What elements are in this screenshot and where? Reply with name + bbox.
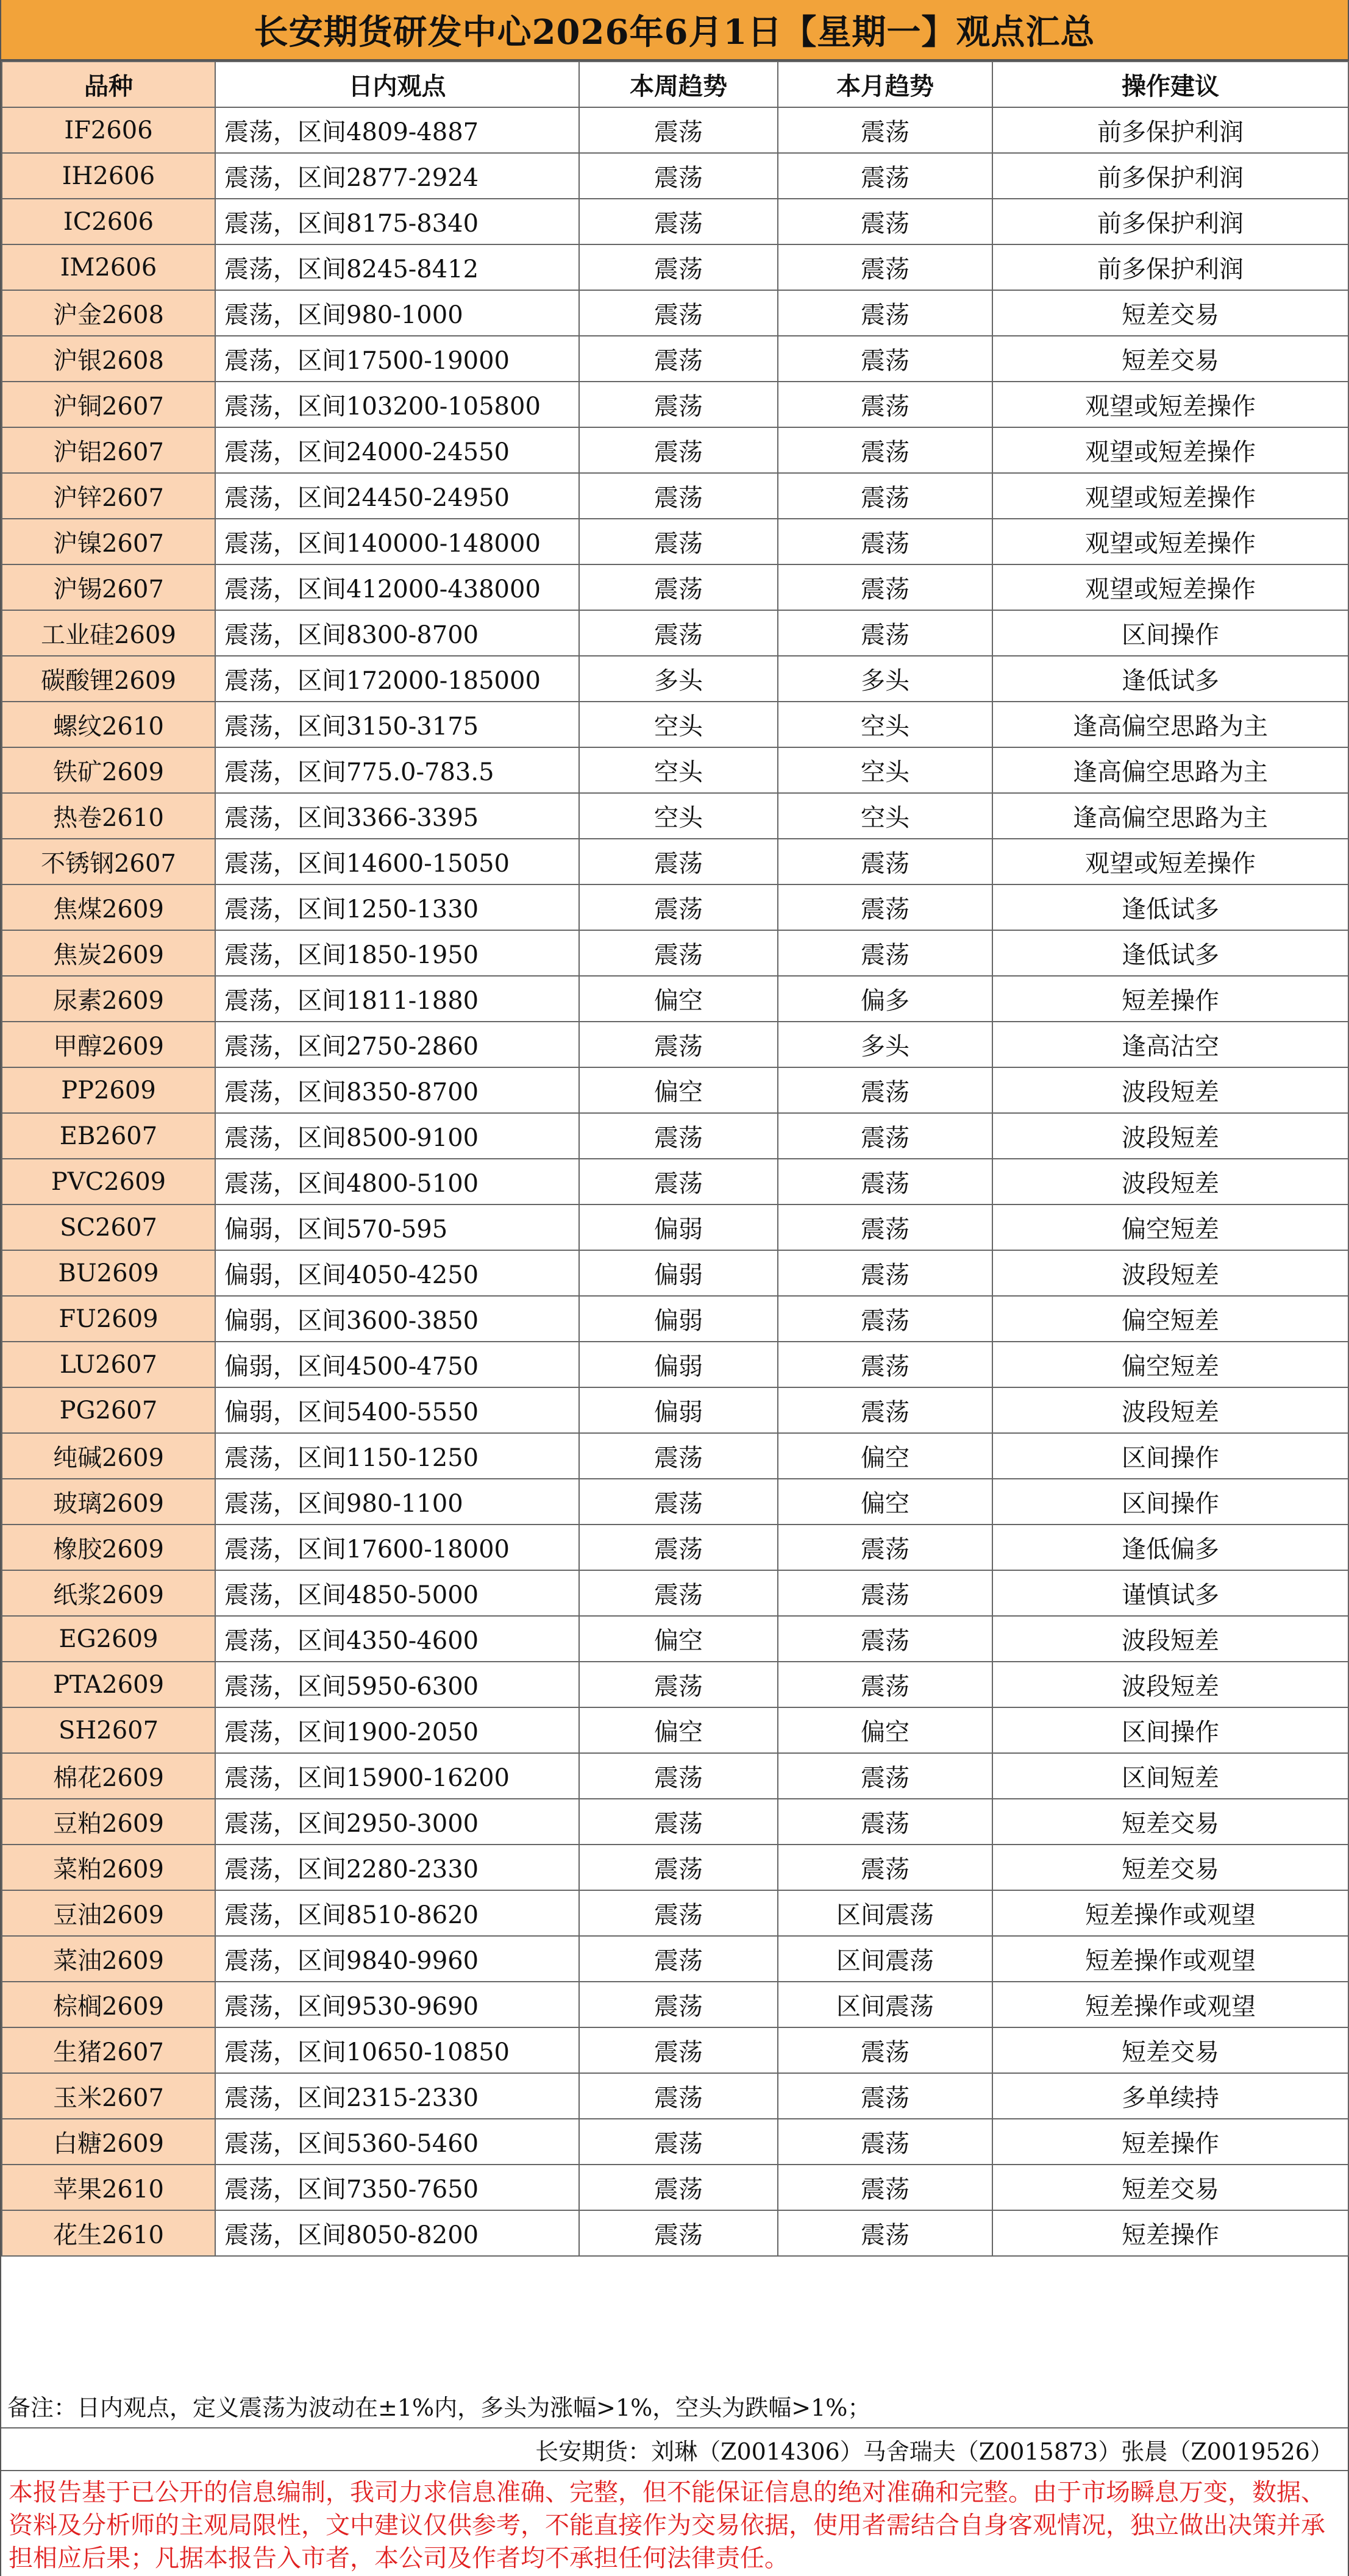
weekly-trend-cell: 震荡 [579, 930, 778, 976]
intraday-view-cell: 偏弱，区间5400-5550 [215, 1387, 579, 1433]
author-credits: 长安期货：刘琳（Z0014306）马舍瑞夫（Z0015873）张晨（Z0019526） [1, 2428, 1348, 2471]
intraday-view-cell: 震荡，区间15900-16200 [215, 1753, 579, 1799]
intraday-view-cell: 震荡，区间10650-10850 [215, 2027, 579, 2073]
weekly-trend-cell: 震荡 [579, 2210, 778, 2256]
intraday-view-cell: 震荡，区间14600-15050 [215, 839, 579, 884]
weekly-trend-cell: 震荡 [579, 1982, 778, 2027]
monthly-trend-cell: 震荡 [778, 1753, 992, 1799]
table-row [2, 1159, 1348, 1204]
variety-cell: PP2609 [2, 1067, 215, 1113]
monthly-trend-cell: 震荡 [778, 153, 992, 199]
suggestion-cell: 短差交易 [992, 2165, 1348, 2210]
suggestion-cell: 逢高偏空思路为主 [992, 793, 1348, 839]
weekly-trend-cell: 震荡 [579, 2073, 778, 2119]
variety-cell: 生猪2607 [2, 2027, 215, 2073]
monthly-trend-cell: 震荡 [778, 884, 992, 930]
weekly-trend-cell: 震荡 [579, 1113, 778, 1159]
table-row [2, 747, 1348, 793]
weekly-trend-cell: 震荡 [579, 2119, 778, 2165]
table-row [2, 290, 1348, 336]
table-row [2, 427, 1348, 473]
suggestion-cell: 逢低试多 [992, 930, 1348, 976]
weekly-trend-cell: 震荡 [579, 1159, 778, 1204]
weekly-trend-cell: 空头 [579, 702, 778, 747]
suggestion-cell: 短差操作 [992, 2119, 1348, 2165]
table-row [2, 1845, 1348, 1890]
variety-cell: 碳酸锂2609 [2, 656, 215, 702]
intraday-view-cell: 震荡，区间17500-19000 [215, 336, 579, 382]
suggestion-cell: 短差交易 [992, 290, 1348, 336]
suggestion-cell: 谨慎试多 [992, 1570, 1348, 1616]
weekly-trend-cell: 震荡 [579, 336, 778, 382]
suggestion-cell: 波段短差 [992, 1067, 1348, 1113]
suggestion-cell: 波段短差 [992, 1616, 1348, 1662]
variety-cell: PTA2609 [2, 1662, 215, 1707]
intraday-view-cell: 震荡，区间1850-1950 [215, 930, 579, 976]
weekly-trend-cell: 偏弱 [579, 1387, 778, 1433]
suggestion-cell: 短差操作或观望 [992, 1890, 1348, 1936]
intraday-view-cell: 震荡，区间980-1100 [215, 1479, 579, 1525]
monthly-trend-cell: 区间震荡 [778, 1890, 992, 1936]
suggestion-cell: 偏空短差 [992, 1204, 1348, 1250]
variety-cell: 沪铝2607 [2, 427, 215, 473]
variety-cell: 工业硅2609 [2, 610, 215, 656]
monthly-trend-cell: 震荡 [778, 519, 992, 564]
suggestion-cell: 前多保护利润 [992, 107, 1348, 153]
variety-cell: 沪镍2607 [2, 519, 215, 564]
table-row [2, 2119, 1348, 2165]
variety-cell: EG2609 [2, 1616, 215, 1662]
table-row [2, 1936, 1348, 1982]
table-row [2, 1204, 1348, 1250]
header-weekly-trend: 本周趋势 [579, 62, 778, 107]
variety-cell: 豆油2609 [2, 1890, 215, 1936]
table-row [2, 199, 1348, 244]
intraday-view-cell: 震荡，区间2315-2330 [215, 2073, 579, 2119]
monthly-trend-cell: 震荡 [778, 1296, 992, 1342]
variety-cell: EB2607 [2, 1113, 215, 1159]
intraday-view-cell: 震荡，区间5950-6300 [215, 1662, 579, 1707]
suggestion-cell: 波段短差 [992, 1159, 1348, 1204]
table-row [2, 1662, 1348, 1707]
monthly-trend-cell: 震荡 [778, 1067, 992, 1113]
monthly-trend-cell: 震荡 [778, 473, 992, 519]
variety-cell: 棉花2609 [2, 1753, 215, 1799]
table-row [2, 2027, 1348, 2073]
table-row [2, 1479, 1348, 1525]
suggestion-cell: 前多保护利润 [992, 153, 1348, 199]
variety-cell: IC2606 [2, 199, 215, 244]
intraday-view-cell: 震荡，区间3366-3395 [215, 793, 579, 839]
table-row [2, 1570, 1348, 1616]
intraday-view-cell: 震荡，区间9530-9690 [215, 1982, 579, 2027]
weekly-trend-cell: 震荡 [579, 1799, 778, 1845]
remark-note: 备注：日内观点，定义震荡为波动在±1%内，多头为涨幅>1%，空头为跌幅>1%； [1, 2383, 1348, 2428]
weekly-trend-cell: 震荡 [579, 1845, 778, 1890]
monthly-trend-cell: 震荡 [778, 2027, 992, 2073]
monthly-trend-cell: 震荡 [778, 382, 992, 427]
suggestion-cell: 区间操作 [992, 610, 1348, 656]
intraday-view-cell: 震荡，区间1900-2050 [215, 1707, 579, 1753]
table-row [2, 107, 1348, 153]
variety-cell: BU2609 [2, 1250, 215, 1296]
suggestion-cell: 逢低试多 [992, 884, 1348, 930]
suggestion-cell: 短差交易 [992, 336, 1348, 382]
monthly-trend-cell: 震荡 [778, 564, 992, 610]
suggestion-cell: 短差操作 [992, 976, 1348, 1022]
header-intraday-view: 日内观点 [215, 62, 579, 107]
monthly-trend-cell: 震荡 [778, 1159, 992, 1204]
table-row [2, 1113, 1348, 1159]
table-row [2, 1022, 1348, 1067]
table-row [2, 610, 1348, 656]
intraday-view-cell: 震荡，区间4350-4600 [215, 1616, 579, 1662]
suggestion-cell: 观望或短差操作 [992, 564, 1348, 610]
variety-cell: 尿素2609 [2, 976, 215, 1022]
monthly-trend-cell: 震荡 [778, 290, 992, 336]
weekly-trend-cell: 震荡 [579, 1022, 778, 1067]
monthly-trend-cell: 震荡 [778, 2210, 992, 2256]
suggestion-cell: 观望或短差操作 [992, 382, 1348, 427]
table-row [2, 473, 1348, 519]
monthly-trend-cell: 震荡 [778, 107, 992, 153]
monthly-trend-cell: 区间震荡 [778, 1982, 992, 2027]
variety-cell: 焦炭2609 [2, 930, 215, 976]
variety-cell: 沪金2608 [2, 290, 215, 336]
monthly-trend-cell: 震荡 [778, 1204, 992, 1250]
variety-cell: 菜粕2609 [2, 1845, 215, 1890]
suggestion-cell: 观望或短差操作 [992, 427, 1348, 473]
table-row [2, 1707, 1348, 1753]
suggestion-cell: 逢高偏空思路为主 [992, 702, 1348, 747]
suggestion-cell: 逢高沽空 [992, 1022, 1348, 1067]
monthly-trend-cell: 震荡 [778, 610, 992, 656]
variety-cell: FU2609 [2, 1296, 215, 1342]
monthly-trend-cell: 震荡 [778, 2073, 992, 2119]
monthly-trend-cell: 震荡 [778, 1570, 992, 1616]
variety-cell: 橡胶2609 [2, 1525, 215, 1570]
monthly-trend-cell: 震荡 [778, 2165, 992, 2210]
intraday-view-cell: 震荡，区间2877-2924 [215, 153, 579, 199]
weekly-trend-cell: 震荡 [579, 1433, 778, 1479]
weekly-trend-cell: 震荡 [579, 1936, 778, 1982]
table-row [2, 1250, 1348, 1296]
intraday-view-cell: 震荡，区间1150-1250 [215, 1433, 579, 1479]
intraday-view-cell: 震荡，区间8300-8700 [215, 610, 579, 656]
table-row [2, 1982, 1348, 2027]
suggestion-cell: 多单续持 [992, 2073, 1348, 2119]
table-row [2, 884, 1348, 930]
variety-cell: 棕榈2609 [2, 1982, 215, 2027]
intraday-view-cell: 震荡，区间1811-1880 [215, 976, 579, 1022]
intraday-view-cell: 震荡，区间8050-8200 [215, 2210, 579, 2256]
suggestion-cell: 波段短差 [992, 1250, 1348, 1296]
suggestion-cell: 逢低试多 [992, 656, 1348, 702]
suggestion-cell: 观望或短差操作 [992, 473, 1348, 519]
intraday-view-cell: 震荡，区间8350-8700 [215, 1067, 579, 1113]
suggestion-cell: 区间操作 [992, 1707, 1348, 1753]
monthly-trend-cell: 偏空 [778, 1707, 992, 1753]
variety-cell: 不锈钢2607 [2, 839, 215, 884]
variety-cell: PG2607 [2, 1387, 215, 1433]
intraday-view-cell: 震荡，区间9840-9960 [215, 1936, 579, 1982]
monthly-trend-cell: 区间震荡 [778, 1936, 992, 1982]
variety-cell: 花生2610 [2, 2210, 215, 2256]
suggestion-cell: 偏空短差 [992, 1296, 1348, 1342]
table-row [2, 793, 1348, 839]
weekly-trend-cell: 震荡 [579, 1890, 778, 1936]
intraday-view-cell: 震荡，区间8175-8340 [215, 199, 579, 244]
variety-cell: 纸浆2609 [2, 1570, 215, 1616]
table-row [2, 382, 1348, 427]
suggestion-cell: 波段短差 [992, 1113, 1348, 1159]
variety-cell: 苹果2610 [2, 2165, 215, 2210]
variety-cell: 沪锡2607 [2, 564, 215, 610]
monthly-trend-cell: 多头 [778, 1022, 992, 1067]
weekly-trend-cell: 偏空 [579, 976, 778, 1022]
weekly-trend-cell: 空头 [579, 793, 778, 839]
suggestion-cell: 短差操作或观望 [992, 1982, 1348, 2027]
intraday-view-cell: 震荡，区间140000-148000 [215, 519, 579, 564]
weekly-trend-cell: 偏空 [579, 1067, 778, 1113]
suggestion-cell: 短差交易 [992, 1799, 1348, 1845]
variety-cell: 菜油2609 [2, 1936, 215, 1982]
weekly-trend-cell: 震荡 [579, 1525, 778, 1570]
weekly-trend-cell: 震荡 [579, 1479, 778, 1525]
variety-cell: 沪铜2607 [2, 382, 215, 427]
intraday-view-cell: 震荡，区间2950-3000 [215, 1799, 579, 1845]
table-row [2, 656, 1348, 702]
intraday-view-cell: 偏弱，区间4500-4750 [215, 1342, 579, 1387]
disclaimer-text: 本报告基于已公开的信息编制，我司力求信息准确、完整，但不能保证信息的绝对准确和完整。由于市场瞬息万变，数据、资料及分析师的主观局限性，文中建议仅供参考，不能直接作为交易依据，使用者需结合自身客观情况，独立做出决策并承担相应后果；凡据本报告入市者，本公司及作者均不承担任何法律责任。 [9, 2478, 1325, 2572]
table-row [2, 1753, 1348, 1799]
intraday-view-cell: 震荡，区间2280-2330 [215, 1845, 579, 1890]
weekly-trend-cell: 震荡 [579, 1662, 778, 1707]
monthly-trend-cell: 空头 [778, 702, 992, 747]
table-header-row [2, 62, 1348, 107]
intraday-view-cell: 震荡，区间172000-185000 [215, 656, 579, 702]
weekly-trend-cell: 震荡 [579, 2027, 778, 2073]
weekly-trend-cell: 震荡 [579, 564, 778, 610]
table-row [2, 839, 1348, 884]
monthly-trend-cell: 震荡 [778, 427, 992, 473]
intraday-view-cell: 震荡，区间2750-2860 [215, 1022, 579, 1067]
suggestion-cell: 波段短差 [992, 1387, 1348, 1433]
monthly-trend-cell: 震荡 [778, 1342, 992, 1387]
intraday-view-cell: 震荡，区间5360-5460 [215, 2119, 579, 2165]
table-row [2, 1890, 1348, 1936]
monthly-trend-cell: 震荡 [778, 1616, 992, 1662]
weekly-trend-cell: 震荡 [579, 382, 778, 427]
weekly-trend-cell: 偏弱 [579, 1296, 778, 1342]
intraday-view-cell: 震荡，区间24450-24950 [215, 473, 579, 519]
table-row [2, 1433, 1348, 1479]
weekly-trend-cell: 偏空 [579, 1616, 778, 1662]
weekly-trend-cell: 多头 [579, 656, 778, 702]
suggestion-cell: 区间操作 [992, 1479, 1348, 1525]
intraday-view-cell: 震荡，区间4800-5100 [215, 1159, 579, 1204]
monthly-trend-cell: 空头 [778, 747, 992, 793]
weekly-trend-cell: 偏弱 [579, 1250, 778, 1296]
variety-cell: 玻璃2609 [2, 1479, 215, 1525]
variety-cell: 豆粕2609 [2, 1799, 215, 1845]
suggestion-cell: 区间操作 [992, 1433, 1348, 1479]
table-body [2, 107, 1348, 2256]
weekly-trend-cell: 震荡 [579, 884, 778, 930]
variety-cell: 纯碱2609 [2, 1433, 215, 1479]
weekly-trend-cell: 空头 [579, 747, 778, 793]
weekly-trend-cell: 震荡 [579, 199, 778, 244]
variety-cell: IM2606 [2, 244, 215, 290]
weekly-trend-cell: 震荡 [579, 427, 778, 473]
intraday-view-cell: 震荡，区间17600-18000 [215, 1525, 579, 1570]
table-row [2, 1067, 1348, 1113]
table-row [2, 702, 1348, 747]
suggestion-cell: 偏空短差 [992, 1342, 1348, 1387]
table-row [2, 336, 1348, 382]
suggestion-cell: 逢低偏多 [992, 1525, 1348, 1570]
table-row [2, 519, 1348, 564]
intraday-view-cell: 震荡，区间8510-8620 [215, 1890, 579, 1936]
table-row [2, 1616, 1348, 1662]
suggestion-cell: 短差交易 [992, 1845, 1348, 1890]
monthly-trend-cell: 震荡 [778, 839, 992, 884]
intraday-view-cell: 震荡，区间3150-3175 [215, 702, 579, 747]
monthly-trend-cell: 震荡 [778, 1250, 992, 1296]
header-variety: 品种 [2, 62, 215, 107]
variety-cell: 沪锌2607 [2, 473, 215, 519]
table-row [2, 1525, 1348, 1570]
weekly-trend-cell: 偏弱 [579, 1204, 778, 1250]
variety-cell: 螺纹2610 [2, 702, 215, 747]
variety-cell: 玉米2607 [2, 2073, 215, 2119]
variety-cell: 热卷2610 [2, 793, 215, 839]
monthly-trend-cell: 偏空 [778, 1433, 992, 1479]
suggestion-cell: 短差交易 [992, 2027, 1348, 2073]
header-monthly-trend: 本月趋势 [778, 62, 992, 107]
variety-cell: 焦煤2609 [2, 884, 215, 930]
variety-cell: SH2607 [2, 1707, 215, 1753]
table-row [2, 1296, 1348, 1342]
intraday-view-cell: 震荡，区间4850-5000 [215, 1570, 579, 1616]
weekly-trend-cell: 震荡 [579, 1753, 778, 1799]
intraday-view-cell: 震荡，区间103200-105800 [215, 382, 579, 427]
monthly-trend-cell: 偏多 [778, 976, 992, 1022]
table-row [2, 564, 1348, 610]
monthly-trend-cell: 多头 [778, 656, 992, 702]
weekly-trend-cell: 震荡 [579, 290, 778, 336]
weekly-trend-cell: 震荡 [579, 473, 778, 519]
suggestion-cell: 前多保护利润 [992, 244, 1348, 290]
intraday-view-cell: 震荡，区间980-1000 [215, 290, 579, 336]
weekly-trend-cell: 震荡 [579, 153, 778, 199]
table-row [2, 1342, 1348, 1387]
intraday-view-cell: 偏弱，区间3600-3850 [215, 1296, 579, 1342]
monthly-trend-cell: 震荡 [778, 1662, 992, 1707]
monthly-trend-cell: 震荡 [778, 1113, 992, 1159]
intraday-view-cell: 震荡，区间775.0-783.5 [215, 747, 579, 793]
weekly-trend-cell: 偏弱 [579, 1342, 778, 1387]
weekly-trend-cell: 偏空 [579, 1707, 778, 1753]
report-title: 长安期货研发中心2026年6月1日【星期一】观点汇总 [1, 0, 1348, 61]
monthly-trend-cell: 震荡 [778, 244, 992, 290]
monthly-trend-cell: 空头 [778, 793, 992, 839]
monthly-trend-cell: 震荡 [778, 336, 992, 382]
suggestion-cell: 区间短差 [992, 1753, 1348, 1799]
weekly-trend-cell: 震荡 [579, 107, 778, 153]
intraday-view-cell: 震荡，区间412000-438000 [215, 564, 579, 610]
outlook-table [1, 61, 1349, 2257]
suggestion-cell: 观望或短差操作 [992, 839, 1348, 884]
weekly-trend-cell: 震荡 [579, 1570, 778, 1616]
monthly-trend-cell: 震荡 [778, 199, 992, 244]
table-row [2, 1387, 1348, 1433]
weekly-trend-cell: 震荡 [579, 610, 778, 656]
table-row [2, 2073, 1348, 2119]
header-suggestion: 操作建议 [992, 62, 1348, 107]
suggestion-cell: 前多保护利润 [992, 199, 1348, 244]
suggestion-cell: 波段短差 [992, 1662, 1348, 1707]
weekly-trend-cell: 震荡 [579, 244, 778, 290]
intraday-view-cell: 偏弱，区间570-595 [215, 1204, 579, 1250]
intraday-view-cell: 震荡，区间8245-8412 [215, 244, 579, 290]
intraday-view-cell: 偏弱，区间4050-4250 [215, 1250, 579, 1296]
monthly-trend-cell: 震荡 [778, 1799, 992, 1845]
monthly-trend-cell: 震荡 [778, 1845, 992, 1890]
suggestion-cell: 逢高偏空思路为主 [992, 747, 1348, 793]
intraday-view-cell: 震荡，区间4809-4887 [215, 107, 579, 153]
monthly-trend-cell: 震荡 [778, 1525, 992, 1570]
weekly-trend-cell: 震荡 [579, 519, 778, 564]
table-row [2, 2210, 1348, 2256]
table-row [2, 1799, 1348, 1845]
table-row [2, 976, 1348, 1022]
monthly-trend-cell: 震荡 [778, 1387, 992, 1433]
variety-cell: 白糖2609 [2, 2119, 215, 2165]
table-row [2, 153, 1348, 199]
variety-cell: SC2607 [2, 1204, 215, 1250]
table-row [2, 2165, 1348, 2210]
variety-cell: 甲醇2609 [2, 1022, 215, 1067]
suggestion-cell: 短差操作 [992, 2210, 1348, 2256]
variety-cell: 沪银2608 [2, 336, 215, 382]
table-row [2, 930, 1348, 976]
intraday-view-cell: 震荡，区间24000-24550 [215, 427, 579, 473]
suggestion-cell: 观望或短差操作 [992, 519, 1348, 564]
variety-cell: 铁矿2609 [2, 747, 215, 793]
weekly-trend-cell: 震荡 [579, 839, 778, 884]
weekly-trend-cell: 震荡 [579, 2165, 778, 2210]
monthly-trend-cell: 震荡 [778, 930, 992, 976]
variety-cell: IH2606 [2, 153, 215, 199]
intraday-view-cell: 震荡，区间1250-1330 [215, 884, 579, 930]
intraday-view-cell: 震荡，区间8500-9100 [215, 1113, 579, 1159]
monthly-trend-cell: 偏空 [778, 1479, 992, 1525]
variety-cell: IF2606 [2, 107, 215, 153]
variety-cell: LU2607 [2, 1342, 215, 1387]
table-row [2, 244, 1348, 290]
intraday-view-cell: 震荡，区间7350-7650 [215, 2165, 579, 2210]
monthly-trend-cell: 震荡 [778, 2119, 992, 2165]
suggestion-cell: 短差操作或观望 [992, 1936, 1348, 1982]
variety-cell: PVC2609 [2, 1159, 215, 1204]
